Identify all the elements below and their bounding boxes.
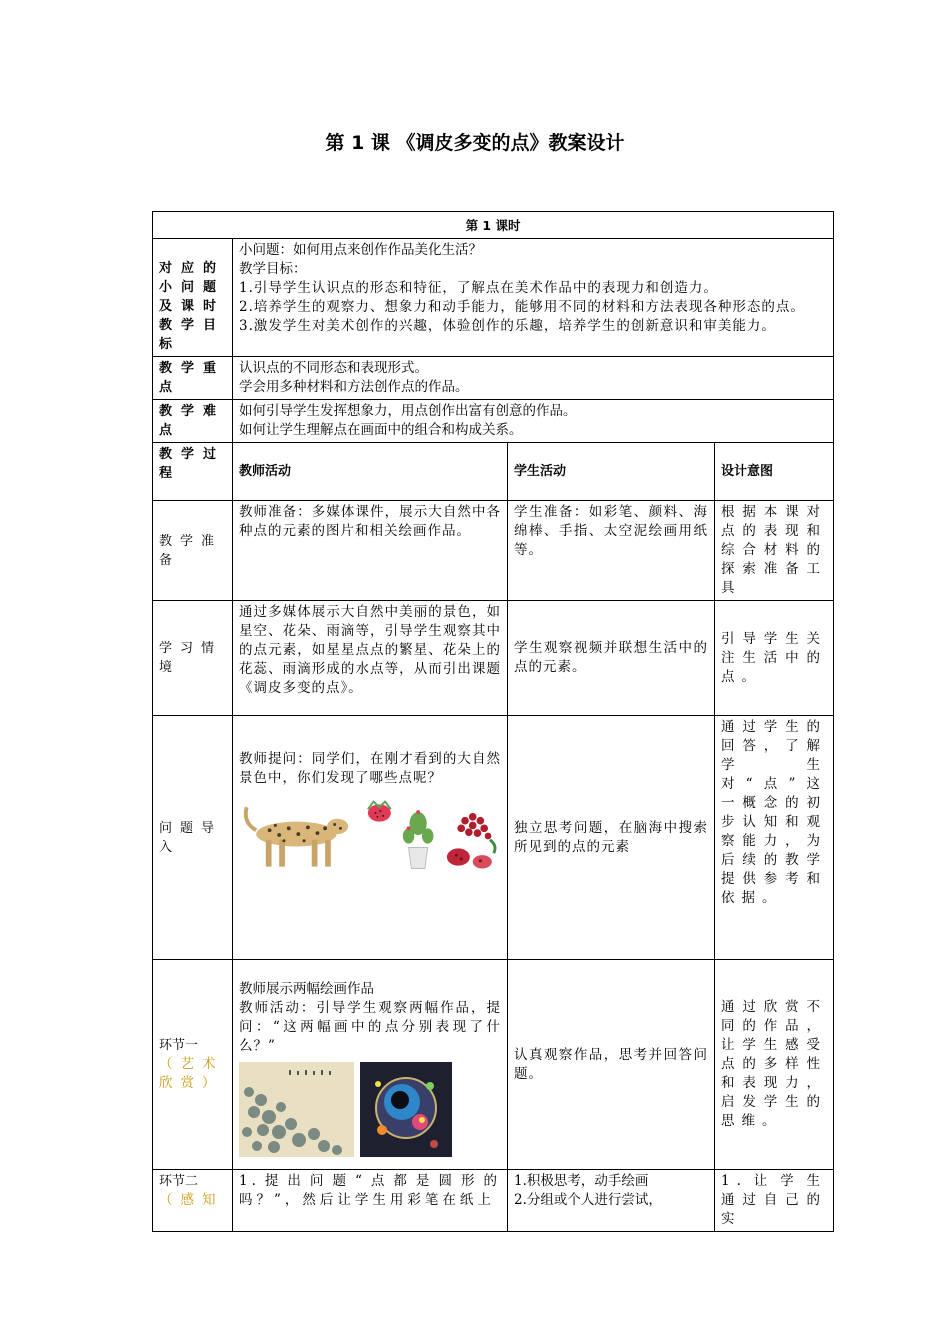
key-point: 认识点的不同形态和表现形式。 [239, 360, 428, 376]
table-row [153, 960, 834, 1170]
student-activity: 学生观察视频并联想生活中的点的元素。 [508, 601, 715, 716]
stage-label: 问题导入 [153, 716, 233, 960]
design-intent: 引导学生关注生活中的点。 [715, 601, 834, 716]
student-activity: 独立思考问题，在脑海中搜索所见到的点的元素 [508, 716, 715, 960]
circles-abstract-painting-icon [360, 1062, 452, 1157]
student-column-header: 学生活动 [508, 443, 715, 501]
table-row [153, 212, 834, 239]
student-activity: 1.积极思考，动手绘画 [514, 1173, 649, 1189]
teacher-activity-cell [233, 960, 508, 1170]
dragon-fruit-icon [365, 798, 394, 873]
leopard-icon [239, 798, 359, 873]
goal-item: 3.激发学生对美术创作的兴趣，体验创作的乐趣，培养学生的创新意识和审美能力。 [239, 318, 776, 334]
goals-label: 对应的小问题及课时教学目标 [153, 239, 233, 357]
cactus-icon [399, 798, 437, 873]
stage-label: 环节二 [159, 1174, 199, 1189]
artwork-images [239, 1062, 501, 1157]
difficult-label: 教学难点 [153, 400, 233, 443]
goals-question: 小问题：如何用点来创作作品美化生活？ [239, 242, 482, 258]
design-intent: 根据本课对点的表现和综合材料的探索准备工具 [715, 501, 834, 601]
teacher-activity: 通过多媒体展示大自然中美丽的景色，如星空、花朵、雨滴等，引导学生观察其中的点元素，如星星点点的繁星、花朵上的花蕊、雨滴形成的水点等，从而引出课题《调皮多变的点》。 [233, 601, 508, 716]
stage-label-cell [153, 960, 233, 1170]
stage-sub-label: （艺术欣赏） [159, 1056, 224, 1091]
student-activity: 学生准备：如彩笔、颜料、海绵棒、手指、太空泥绘画用纸等。 [508, 501, 715, 601]
student-activity: 2.分组或个人进行尝试， [514, 1192, 662, 1208]
stage-label: 教学准备 [153, 501, 233, 601]
design-intent: 通过欣赏不同的作品，让学生感受点的多样性和表现力，启发学生的思维。 [715, 960, 834, 1170]
teacher-column-header: 教师活动 [233, 443, 508, 501]
teacher-activity: 教师准备：多媒体课件，展示大自然中各种点的元素的图片和相关绘画作品。 [233, 501, 508, 601]
key-point: 学会用多种材料和方法创作点的作品。 [239, 379, 469, 395]
table-row [153, 716, 834, 960]
table-row [153, 239, 834, 357]
key-cell [233, 357, 834, 400]
table-row [153, 501, 834, 601]
difficult-point: 如何让学生理解点在画面中的组合和构成关系。 [239, 422, 523, 438]
teacher-activity: 教师提问：同学们，在刚才看到的大自然景色中，你们发现了哪些点呢？ [239, 751, 501, 786]
table-row [153, 400, 834, 443]
stage-label: 环节一 [159, 1038, 199, 1053]
pomegranate-icon [444, 798, 501, 873]
student-activity-cell [508, 1170, 715, 1232]
teacher-activity-cell [233, 716, 508, 960]
page-title: 第 1 课 《调皮多变的点》教案设计 [325, 132, 625, 154]
goals-cell [233, 239, 834, 357]
intent-column-header: 设计意图 [715, 443, 834, 501]
design-intent: 1.让学生通过自己的实 [715, 1170, 834, 1232]
stage-sub-label: （感知 [159, 1192, 224, 1208]
stage-label-cell [153, 1170, 233, 1232]
teacher-activity-intro: 教师展示两幅绘画作品 [239, 981, 374, 997]
teacher-activity: 1.提出问题“点都是圆形的吗？”，然后让学生用彩笔在纸上 [233, 1170, 508, 1232]
table-row [153, 601, 834, 716]
stage-label: 学习情境 [153, 601, 233, 716]
table-row [153, 443, 834, 501]
process-label: 教学过程 [153, 443, 233, 501]
lesson-header: 第 1 课时 [153, 212, 834, 239]
teacher-activity: 教师活动：引导学生观察两幅作品，提问：“这两幅画中的点分别表现了什么？” [239, 1000, 501, 1054]
nature-dots-image [239, 798, 501, 873]
difficult-cell [233, 400, 834, 443]
lesson-plan-table [152, 211, 834, 1232]
difficult-point: 如何引导学生发挥想象力，用点创作出富有创意的作品。 [239, 403, 577, 419]
student-activity: 认真观察作品，思考并回答问题。 [508, 960, 715, 1170]
key-label: 教学重点 [153, 357, 233, 400]
table-row [153, 1170, 834, 1232]
table-row [153, 357, 834, 400]
goal-item: 1.引导学生认识点的形态和特征，了解点在美术作品中的表现力和创造力。 [239, 280, 718, 296]
dotted-landscape-painting-icon [239, 1062, 354, 1157]
goal-item: 2.培养学生的观察力、想象力和动手能力，能够用不同的材料和方法表现各种形态的点。 [239, 299, 805, 315]
goals-heading: 教学目标： [239, 261, 307, 277]
design-intent: 通过学生的回答，了解学生对“点”这一概念的初步认知和观察能力，为后续的教学提供参考和依据。 [715, 716, 834, 960]
